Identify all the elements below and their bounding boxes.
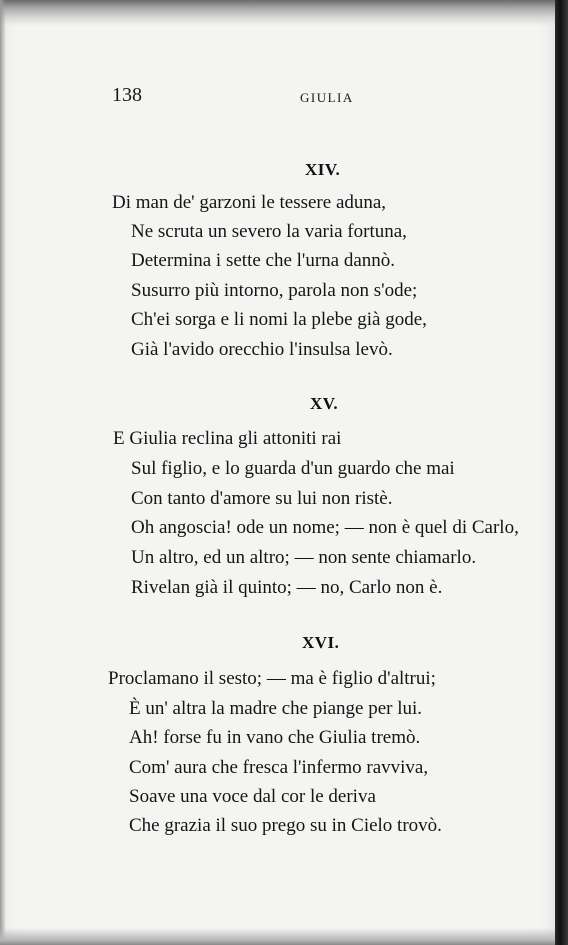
stanza-number-xiv: XIV. <box>305 160 341 179</box>
verse-line: Di man de' garzoni le tessere aduna, <box>112 192 387 213</box>
page-bottom-edge <box>0 928 555 945</box>
verse-line: E Giulia reclina gli attoniti rai <box>113 428 342 449</box>
verse-line: Proclamano il sesto; — ma è figlio d'altrui; <box>108 668 436 689</box>
book-spine-shadow <box>555 0 568 945</box>
verse-line: Com' aura che fresca l'infermo ravviva, <box>129 757 429 778</box>
verse-line: Determina i sette che l'urna dannò. <box>131 250 396 271</box>
verse-line: Ne scruta un severo la varia fortuna, <box>131 221 407 242</box>
verse-line: Che grazia il suo prego su in Cielo trovò. <box>129 815 442 836</box>
page-number: 138 <box>112 84 142 106</box>
verse-line: Già l'avido orecchio l'insulsa levò. <box>131 339 393 360</box>
stanza-number-xv: XV. <box>310 394 339 413</box>
verse-line: Sul figlio, e lo guarda d'un guardo che mai <box>131 458 455 479</box>
verse-line: Con tanto d'amore su lui non ristè. <box>131 488 393 509</box>
verse-line: Rivelan già il quinto; — no, Carlo non è. <box>131 577 443 598</box>
page-top-edge <box>0 0 555 26</box>
verse-line: Un altro, ed un altro; — non sente chiamarlo. <box>131 547 477 568</box>
verse-line: Ch'ei sorga e li nomi la plebe già gode, <box>131 309 427 330</box>
verse-line: Susurro più intorno, parola non s'ode; <box>131 280 418 301</box>
verse-line: Soave una voce dal cor le deriva <box>129 786 376 807</box>
verse-line: È un' altra la madre che piange per lui. <box>129 698 423 719</box>
page-left-edge <box>0 0 6 945</box>
stanza-number-xvi: XVI. <box>302 633 340 652</box>
running-title: GIULIA <box>300 90 354 105</box>
verse-line: Ah! forse fu in vano che Giulia tremò. <box>129 727 421 748</box>
verse-line: Oh angoscia! ode un nome; — non è quel di Carlo, <box>131 517 519 538</box>
